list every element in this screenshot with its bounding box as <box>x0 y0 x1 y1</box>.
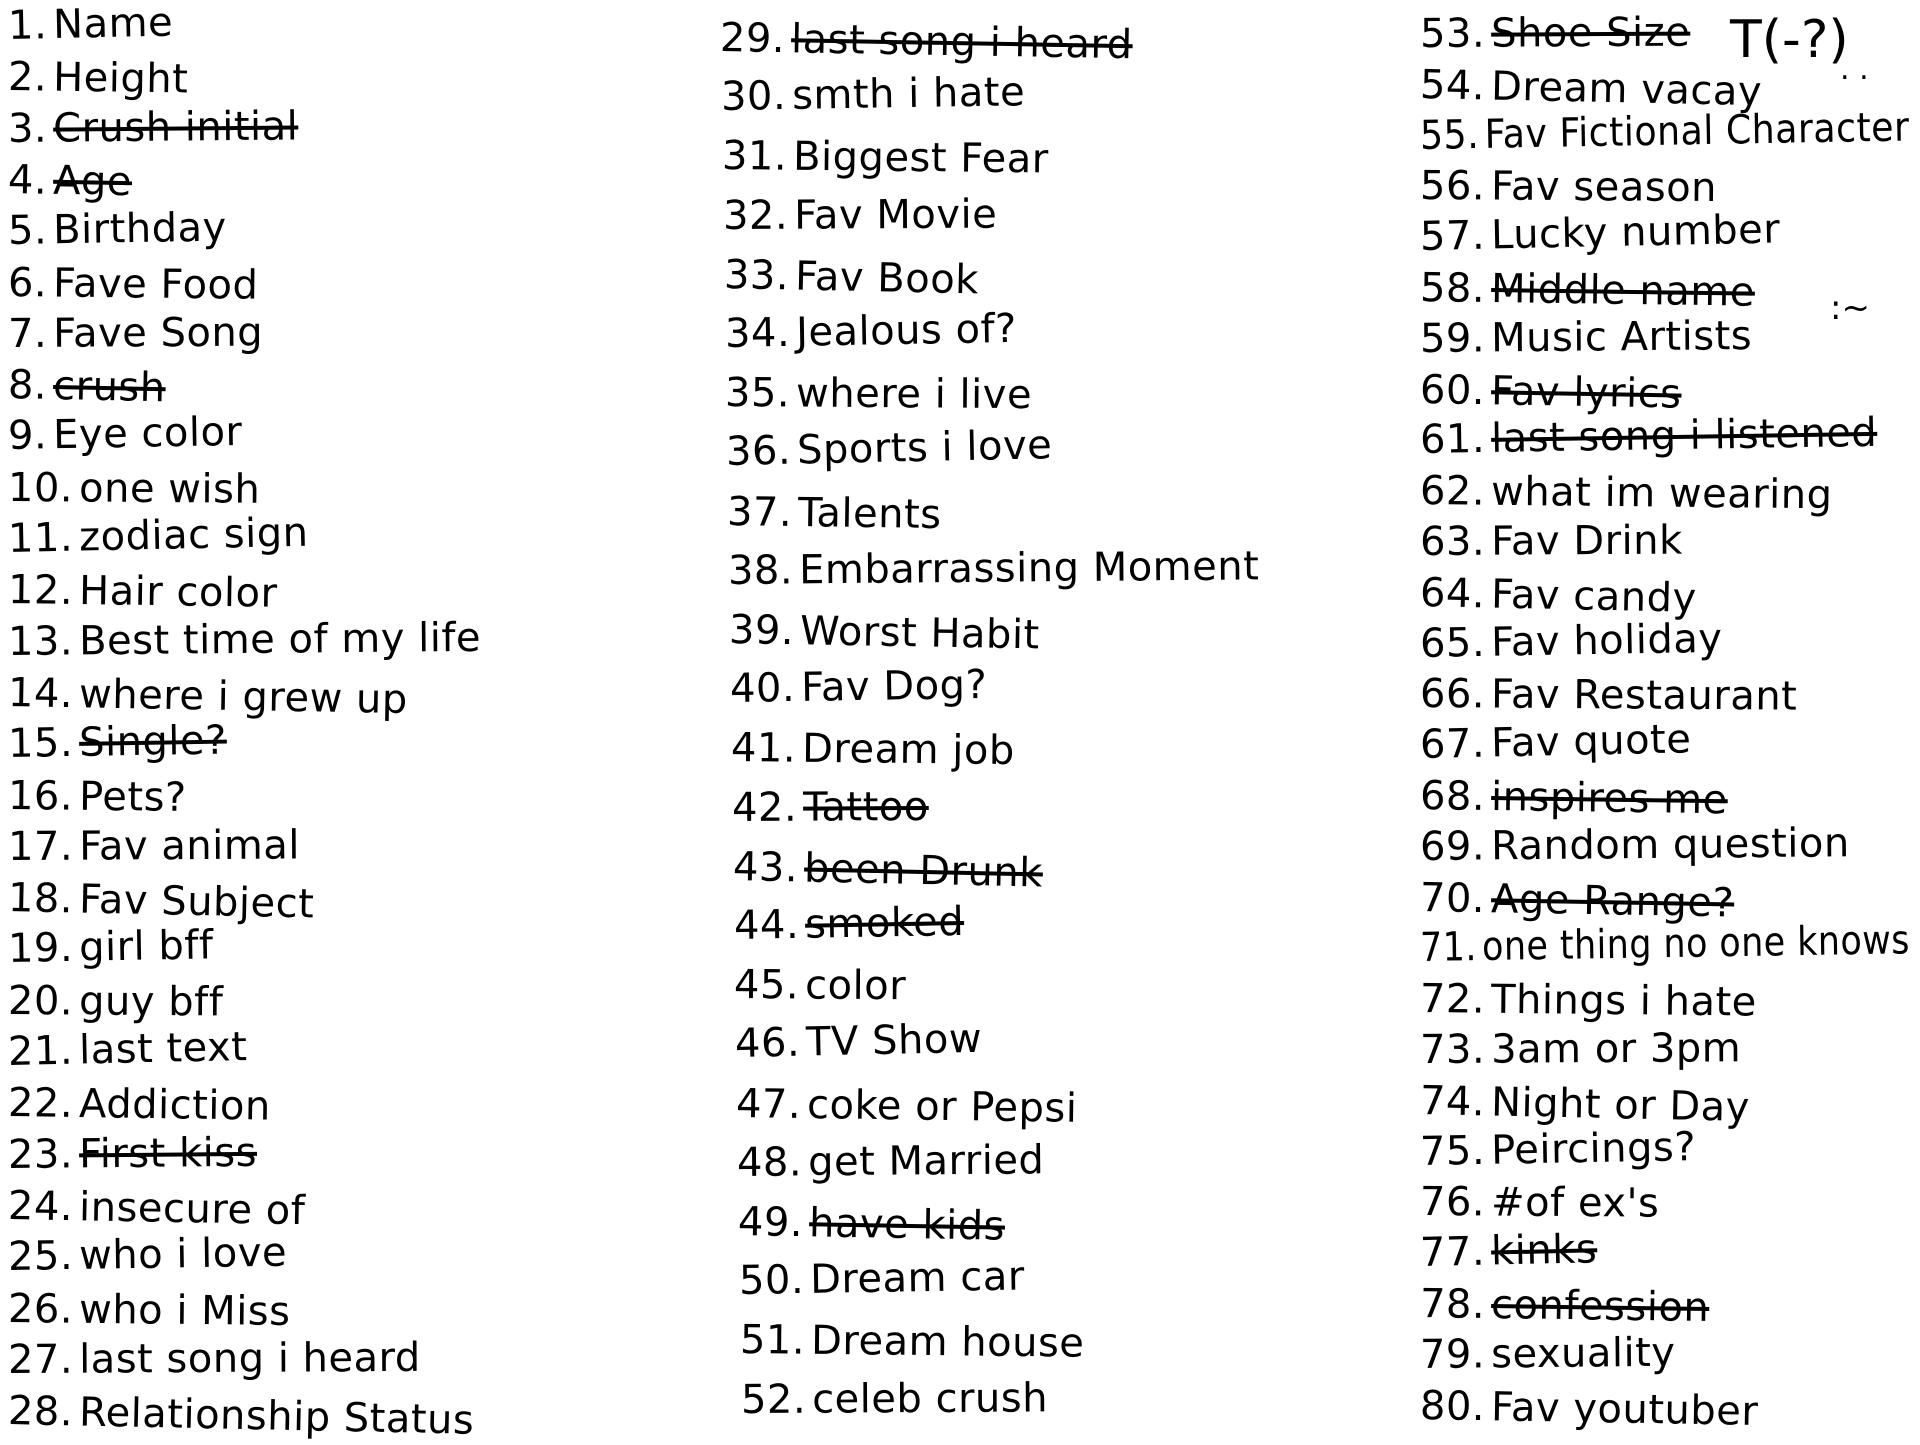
item-number: 74. <box>1419 1077 1486 1126</box>
list-item <box>7 509 308 563</box>
list-item <box>729 606 1041 659</box>
item-text: girl bff <box>78 922 214 972</box>
item-text: Hair color <box>78 568 278 618</box>
list-item <box>8 408 243 460</box>
item-number: 69. <box>1419 823 1486 870</box>
item-text: Peircings? <box>1490 1123 1697 1174</box>
item-text-crossed-out: crush <box>52 363 167 412</box>
item-number: 13. <box>7 618 74 665</box>
doodle-face-scribble: T(-?) <box>1730 10 1849 70</box>
item-text: Fav Movie <box>793 191 998 239</box>
list-item <box>1420 9 1691 58</box>
item-number: 27. <box>7 1336 74 1383</box>
list-item <box>732 783 929 832</box>
list-item <box>1419 1077 1750 1132</box>
list-item <box>727 488 942 539</box>
item-number: 21. <box>7 1027 74 1075</box>
item-text-crossed-out: First kiss <box>78 1129 258 1177</box>
item-number: 72. <box>1419 976 1486 1023</box>
list-item <box>1420 1123 1697 1176</box>
item-number: 36. <box>725 428 792 476</box>
item-number: 15. <box>7 720 74 768</box>
item-number: 78. <box>1419 1281 1486 1328</box>
list-item <box>1420 670 1798 721</box>
item-number: 56. <box>1419 163 1486 210</box>
list-item <box>8 977 224 1027</box>
item-number: 79. <box>1419 1331 1486 1378</box>
item-number: 35. <box>725 370 791 417</box>
item-number: 48. <box>736 1139 803 1186</box>
list-item <box>8 102 299 153</box>
list-item <box>1420 975 1757 1027</box>
item-text: Dream house <box>810 1318 1085 1367</box>
item-text: Embarrassing Moment <box>799 543 1260 594</box>
item-number: 10. <box>7 464 74 512</box>
item-text: coke or Pepsi <box>806 1081 1078 1132</box>
list-item <box>7 1023 247 1076</box>
list-item <box>7 1387 474 1445</box>
item-text: what im wearing <box>1490 468 1833 519</box>
item-text: Fav holiday <box>1490 615 1723 666</box>
list-item <box>722 132 1049 183</box>
item-text: Eye color <box>52 409 243 459</box>
list-item <box>720 14 1133 69</box>
item-number: 63. <box>1419 518 1486 565</box>
list-item <box>1420 1280 1710 1332</box>
list-item <box>8 1285 291 1336</box>
list-item <box>8 259 259 310</box>
list-item <box>1419 716 1691 770</box>
item-number: 71. <box>1419 924 1478 972</box>
list-item <box>1420 517 1683 566</box>
list-item <box>724 305 1017 358</box>
item-number: 1. <box>7 2 48 49</box>
item-text: color <box>805 962 907 1010</box>
list-item <box>8 204 228 255</box>
list-item <box>1420 1329 1676 1379</box>
list-item <box>8 1229 288 1281</box>
item-text-crossed-out: Tattoo <box>802 783 929 831</box>
list-item <box>8 717 228 768</box>
list-item <box>723 251 979 304</box>
item-number: 7. <box>7 310 48 357</box>
item-number: 55. <box>1419 111 1480 159</box>
list-item <box>731 724 1015 775</box>
item-number: 54. <box>1419 61 1486 110</box>
list-item <box>7 361 166 412</box>
item-text: celeb crush <box>811 1374 1048 1423</box>
list-item <box>8 1182 306 1235</box>
item-number: 59. <box>1419 315 1486 362</box>
item-text-crossed-out: been Drunk <box>803 845 1043 897</box>
item-number: 49. <box>737 1199 804 1247</box>
item-number: 61. <box>1419 416 1486 464</box>
item-number: 18. <box>7 875 74 923</box>
item-text: Name <box>52 0 174 49</box>
list-item <box>1420 312 1753 363</box>
item-number: 25. <box>7 1233 74 1281</box>
item-text: Pets? <box>78 773 187 821</box>
item-number: 9. <box>7 412 48 460</box>
item-text: get Married <box>808 1137 1045 1186</box>
list-item <box>1419 1225 1597 1277</box>
item-text: #of ex's <box>1490 1179 1660 1228</box>
column-2 <box>720 0 1420 1440</box>
item-text: Fav Drink <box>1491 517 1683 565</box>
item-number: 4. <box>7 156 48 204</box>
item-number: 6. <box>7 259 48 306</box>
list-item <box>732 843 1043 897</box>
item-text: Birthday <box>52 204 228 254</box>
item-text-crossed-out: kinks <box>1490 1226 1598 1275</box>
list-item <box>8 772 187 822</box>
item-text: Fav Dog? <box>800 662 988 712</box>
list-item <box>726 422 1053 477</box>
item-number: 5. <box>7 207 48 255</box>
item-number: 75. <box>1419 1127 1486 1175</box>
list-item <box>1420 162 1717 212</box>
list-item <box>736 1080 1078 1133</box>
list-item <box>1420 1178 1660 1228</box>
item-text: Dream car <box>809 1253 1025 1304</box>
item-number: 12. <box>7 567 74 615</box>
list-item <box>8 1079 271 1131</box>
item-text-crossed-out: Fav lyrics <box>1490 367 1682 418</box>
list-item <box>8 613 481 665</box>
item-number: 57. <box>1419 212 1486 261</box>
item-number: 73. <box>1419 1026 1486 1073</box>
item-number: 11. <box>7 514 74 562</box>
item-text: last song i heard <box>79 1334 421 1383</box>
item-number: 28. <box>7 1388 74 1436</box>
item-text: Night or Day <box>1490 1079 1751 1131</box>
list-item <box>8 464 261 514</box>
item-number: 66. <box>1419 671 1486 718</box>
item-text: where i grew up <box>78 671 409 723</box>
list-item <box>1420 1024 1741 1074</box>
item-text: Fav Restaurant <box>1490 671 1798 721</box>
item-text: one thing no one knows <box>1481 917 1911 971</box>
item-number: 29. <box>719 15 786 63</box>
item-number: 45. <box>734 962 800 1009</box>
item-text: Fav Fictional Character <box>1484 104 1910 158</box>
item-number: 23. <box>7 1131 74 1178</box>
list-item <box>739 1253 1025 1305</box>
item-text: Relationship Status <box>78 1389 475 1444</box>
item-text: Biggest Fear <box>792 134 1049 183</box>
item-text: TV Show <box>805 1016 983 1066</box>
item-number: 46. <box>734 1020 801 1068</box>
item-number: 34. <box>724 309 791 357</box>
doodle-side-face: :~ <box>1830 288 1870 328</box>
item-number: 76. <box>1419 1179 1486 1226</box>
column-1 <box>7 0 708 1444</box>
list-item <box>723 190 997 239</box>
item-text-crossed-out: smoked <box>804 898 965 948</box>
list-item <box>1420 772 1728 824</box>
item-text: zodiac sign <box>78 509 309 561</box>
item-text-crossed-out: confession <box>1490 1281 1710 1332</box>
item-number: 47. <box>735 1080 802 1128</box>
item-number: 19. <box>7 925 74 973</box>
list-item <box>8 1128 257 1178</box>
item-number: 64. <box>1419 569 1486 618</box>
list-item <box>1420 614 1723 667</box>
item-text-crossed-out: Single? <box>78 717 228 767</box>
item-text: Height <box>52 54 189 103</box>
item-text: Sports i love <box>796 422 1053 474</box>
list-item <box>721 68 1026 121</box>
item-text: 3am or 3pm <box>1491 1025 1742 1073</box>
list-item <box>1420 917 1911 973</box>
item-number: 26. <box>7 1285 74 1333</box>
item-text: who i Miss <box>78 1286 291 1335</box>
item-text: Fav Book <box>794 253 979 304</box>
list-item <box>1420 409 1878 464</box>
item-number: 80. <box>1419 1382 1486 1430</box>
item-text: Jealous of? <box>795 305 1017 356</box>
item-number: 65. <box>1419 619 1486 667</box>
list-item <box>8 669 409 724</box>
item-text: who i love <box>78 1229 288 1280</box>
list-item <box>733 898 964 950</box>
item-text-crossed-out: Shoe Size <box>1491 9 1691 57</box>
item-number: 14. <box>7 669 74 718</box>
list-item <box>741 1374 1048 1424</box>
item-text: sexuality <box>1490 1329 1676 1378</box>
item-number: 70. <box>1419 874 1486 922</box>
item-number: 32. <box>722 192 788 239</box>
item-text: insecure of <box>78 1184 306 1235</box>
item-number: 51. <box>739 1317 806 1365</box>
list-item <box>8 922 214 974</box>
list-item <box>8 821 300 871</box>
list-item <box>8 566 278 618</box>
item-number: 60. <box>1419 366 1486 414</box>
item-number: 38. <box>727 547 794 594</box>
item-text: Fav season <box>1490 163 1718 212</box>
list-item <box>735 1015 983 1068</box>
list-item <box>1419 206 1780 262</box>
item-text: last text <box>78 1023 248 1074</box>
item-text: Fav candy <box>1490 571 1698 622</box>
item-number: 31. <box>721 133 788 181</box>
item-text: Addiction <box>78 1081 272 1130</box>
item-number: 77. <box>1419 1228 1486 1277</box>
item-text: Fav youtuber <box>1490 1383 1759 1435</box>
item-text: Fav quote <box>1490 716 1692 767</box>
list-item <box>7 0 173 50</box>
item-number: 62. <box>1419 468 1486 515</box>
item-number: 30. <box>720 73 787 121</box>
list-item <box>725 369 1032 419</box>
list-item <box>7 874 314 928</box>
item-text: Fav animal <box>79 822 301 870</box>
item-text: Things i hate <box>1490 976 1758 1026</box>
column-3 <box>1420 0 1920 1440</box>
item-text: Random question <box>1490 820 1850 870</box>
item-text-crossed-out: Age Range? <box>1490 875 1735 927</box>
item-text-crossed-out: Middle name <box>1490 265 1756 316</box>
list-item <box>730 661 988 713</box>
item-number: 40. <box>729 665 796 713</box>
item-number: 16. <box>7 772 74 820</box>
list-item <box>734 961 906 1010</box>
item-text: Fave Food <box>52 259 259 309</box>
item-text: Dream job <box>801 726 1015 775</box>
item-number: 22. <box>7 1080 74 1128</box>
item-text: where i live <box>796 370 1033 419</box>
list-item <box>737 1136 1045 1187</box>
list-item <box>8 156 133 206</box>
list-item <box>1420 264 1756 317</box>
item-text: Talents <box>797 489 943 538</box>
item-text: Music Artists <box>1490 312 1753 362</box>
list-item <box>1420 819 1850 871</box>
list-item <box>740 1316 1085 1368</box>
item-text: smth i hate <box>791 69 1026 120</box>
item-number: 20. <box>7 977 74 1025</box>
list-item <box>738 1198 1006 1251</box>
item-number: 50. <box>738 1257 805 1305</box>
item-text-crossed-out: have kids <box>808 1200 1006 1250</box>
item-text: guy bff <box>78 978 224 1026</box>
item-number: 52. <box>740 1376 806 1423</box>
item-number: 37. <box>726 488 793 536</box>
list-item <box>1420 366 1682 419</box>
item-number: 33. <box>723 251 790 300</box>
list-item <box>728 542 1260 595</box>
item-text-crossed-out: Crush initial <box>52 103 299 152</box>
doodle-dots: . . <box>1840 52 1869 87</box>
item-text: one wish <box>78 465 261 513</box>
item-text: Dream vacay <box>1490 63 1763 115</box>
list-item <box>8 1334 421 1384</box>
item-text: Lucky number <box>1490 206 1781 259</box>
item-number: 42. <box>731 784 797 831</box>
list-item <box>1420 103 1910 160</box>
item-number: 3. <box>7 105 48 152</box>
item-number: 17. <box>7 823 74 870</box>
list-item <box>1420 1382 1759 1436</box>
item-number: 2. <box>7 54 48 101</box>
item-number: 43. <box>732 843 799 892</box>
list-item <box>8 53 189 104</box>
item-text: Fave Song <box>53 309 264 357</box>
item-number: 53. <box>1419 10 1486 57</box>
item-text-crossed-out: Age <box>52 157 133 206</box>
list-item <box>1420 467 1833 519</box>
item-text-crossed-out: last song i heard <box>790 16 1134 69</box>
item-text: Worst Habit <box>799 608 1041 659</box>
list-item <box>8 308 263 357</box>
item-number: 44. <box>733 901 800 949</box>
item-text-crossed-out: inspires me <box>1490 773 1729 824</box>
item-number: 58. <box>1419 265 1486 312</box>
item-number: 39. <box>728 607 795 655</box>
item-number: 67. <box>1419 720 1486 769</box>
item-number: 8. <box>7 362 48 409</box>
item-number: 68. <box>1419 773 1486 820</box>
item-text: Best time of my life <box>78 614 482 664</box>
list-item <box>1419 569 1697 623</box>
item-number: 41. <box>730 725 797 773</box>
item-number: 24. <box>7 1182 74 1231</box>
item-text: Fav Subject <box>78 876 315 928</box>
item-text-crossed-out: last song i listened <box>1490 410 1878 463</box>
